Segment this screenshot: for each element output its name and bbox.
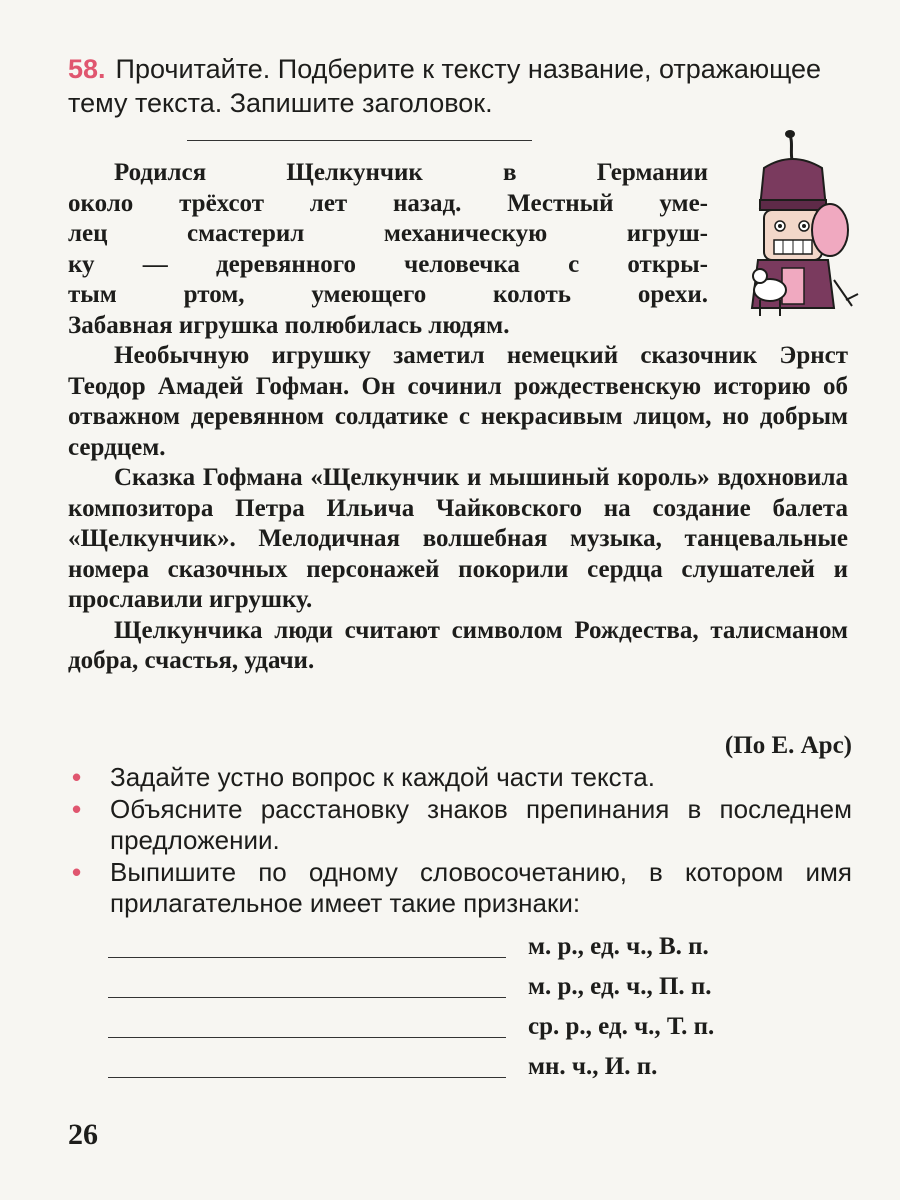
story-paragraph-3: Сказка Гофмана «Щелкунчик и мышиный король» вдохновила композитора Петра Ильича Чайковского на создание балета «Щелкунчик». Мелодичная волшебная музыка, танцевальные номера сказочных персонажей покорили сердца слушателей и прославили игрушку.: [68, 464, 848, 613]
story-paragraph-4: Щелкунчика люди считают символом Рождества, талисманом добра, счастья, удачи.: [68, 616, 848, 674]
story-line: тым ртом, умеющего колоть орехи.: [68, 281, 708, 308]
answer-write-line[interactable]: [108, 1037, 506, 1038]
answer-write-line[interactable]: [108, 997, 506, 998]
answer-write-line[interactable]: [108, 1077, 506, 1078]
page-number: 26: [68, 1118, 98, 1151]
story-paragraph-1: [68, 158, 708, 341]
bullet-icon: •: [72, 793, 82, 824]
bullet-text: Задайте устно вопрос к каждой части текста.: [110, 762, 655, 792]
story-author: (По Е. Арс): [724, 732, 852, 759]
answer-grammar-label: мн. ч., И. п.: [528, 1053, 658, 1080]
answer-grammar-label: ср. р., ед. ч., Т. п.: [528, 1013, 715, 1040]
answer-grammar-label: м. р., ед. ч., В. п.: [528, 933, 709, 960]
story-line: Родился Щелкунчик в Германии: [114, 159, 708, 186]
bullet-icon: •: [72, 856, 82, 887]
bullet-text: Объясните расстановку знаков препинания в последнем предложении.: [110, 793, 852, 855]
bullet-item: [68, 794, 852, 857]
title-answer-line: [187, 140, 532, 141]
task-instruction: Прочитайте. Подберите к тексту название, отражающее тему текста. Запишите заголовок.: [68, 54, 822, 118]
answer-grammar-label: м. р., ед. ч., П. п.: [528, 973, 712, 1000]
task-bullets: [68, 762, 852, 920]
answer-lines: [108, 928, 853, 1088]
story-line: Забавная игрушка полюбилась людям.: [68, 311, 510, 339]
story-line: ку — деревянного человечка с откры-: [68, 250, 708, 278]
answer-row: [108, 1048, 853, 1088]
bullet-item: [68, 857, 852, 920]
answer-row: [108, 928, 853, 968]
story-paragraph-2: Необычную игрушку заметил немецкий сказочник Эрнст Теодор Амадей Гофман. Он сочинил рождественскую историю об отважном деревянном солдатике с некрасивым лицом, но добрым сердцем.: [68, 342, 848, 461]
story-line: лец смастерил механическую игруш-: [68, 220, 708, 247]
task-number: 58.: [68, 54, 106, 84]
story-line: около трёхсот лет назад. Местный уме-: [68, 189, 708, 217]
task-heading: [68, 52, 848, 120]
answer-row: [108, 1008, 853, 1048]
answer-write-line[interactable]: [108, 957, 506, 958]
bullet-text: Выпишите по одному словосочетанию, в котором имя прилагательное имеет такие признаки:: [110, 856, 852, 918]
story-text: [68, 158, 848, 677]
bullet-icon: •: [72, 762, 82, 792]
answer-row: [108, 968, 853, 1008]
bullet-item: [68, 762, 852, 794]
